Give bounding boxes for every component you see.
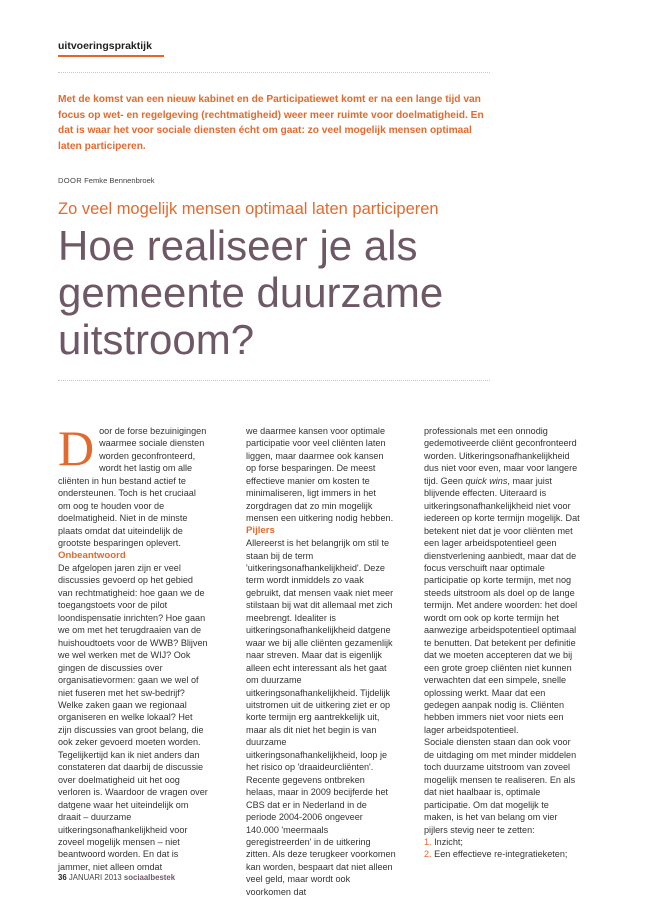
page-footer [58,873,175,882]
column-1 [58,420,208,873]
headline: Hoe realiseer je als gemeente duurzame uitstroom? [58,222,444,363]
section-underline [58,55,164,57]
issue-date: JANUARI 2013 [68,873,122,882]
section-label: uitvoeringspraktijk [58,40,152,52]
kicker: Zo veel mogelijk mensen optimaal laten participeren [58,200,439,218]
col3-p1a: professionals met een onnodig gedemotiveerde cliënt geconfronteerd worden. Uitkeringsonafhankelijkheid dus niet voor even, maar voor langere tijd. Geen [424,426,578,486]
col3-paragraph-1 [424,425,580,736]
list-text: Een effectieve re-integratieketen; [434,849,568,860]
byline-author: Femke Bennenbroek [84,176,155,185]
list-number: 1. [424,836,432,847]
col1-p1-text: oor de forse bezuinigingen waarmee sociale diensten worden geconfronteerd, wordt het lastig om alle cliënten in hun bestand actief te ondersteunen. Toch is het cruciaal om oog te houden voor de doelmatigheid. Niet in de minste plaats omdat dat uiteindelijk de grootste besparingen oplevert. [58,426,207,549]
list-text: Inzicht; [434,836,463,847]
byline-label: DOOR [58,176,82,185]
page-number: 36 [58,873,67,882]
column-3 [424,425,580,861]
col1-paragraph-1 [58,420,208,550]
col2-paragraph-2: Allereerst is het belangrijk om stil te staan bij de term 'uitkeringsonafhankelijkheid'. Deze term wordt inmiddels zo vaak gebruikt, dat mensen vaak niet meer stilstaan bij wat dit allemaal met zich meebrengt. Idealiter is uitkeringsonafhankelijkheid datgene waar we bij alle cliënten gezamenlijk naar streven. Maar dat is eigenlijk alleen echt interessant als het gaat om duurzame uitkeringsonafhankelijkheid. Tijdelijk uitstromen uit de uitkering ziet er op korte termijn erg aantrekkelijk uit, maar als dit niet het begin is van duurzame uitkeringsonafhankelijkheid, loop je het risico op 'draaideurcliënten'. Recente gegevens ontbreken helaas, maar in 2009 becijferde het CBS dat er in Nederland in de periode 2004-2006 ongeveer 140.000 'meermaals geregistreerden' in de uitkering zitten. Als deze terugkeer voorkomen kan worden, bespaart dat niet alleen veel geld, maar wordt ook voorkomen dat [246,538,396,897]
subhead-onbeantwoord: Onbeantwoord [58,549,126,561]
col3-p1b: , maar juist blijvende effecten. Uiteraard is uitkeringsonafhankelijkheid niet voor iedereen op korte termijn mogelijk. Dat betekent niet dat je voor cliënten met een lager arbeidspotentieel geen dienstverlening aanbiedt, maar dat de focus verschuift naar optimale participatie op korte termijn, met nog steeds uitstroom als doel op de lange termijn. Met andere woorden: het doel wordt om ook op korte termijn het aanwezige arbeidspotentieel optimaal te benutten. Dat betekent per definitie dat we moeten accepteren dat we bij een grote groep cliënten niet kunnen verwachten dat een simpele, snelle oplossing werkt. Maar dat een gedegen aanpak nodig is. Cliënten hebben immers niet voor niets een lager arbeidspotentieel. [424,475,580,735]
divider-top [58,72,490,73]
col2-paragraph-1: we daarmee kansen voor optimale participatie voor veel cliënten laten liggen, maar daarmee ook kansen op forse besparingen. De meest effectieve manier om kosten te minimaliseren, ligt immers in het zorgdragen dat zo min mogelijk mensen een uitkering nodig hebben. [246,426,394,524]
quick-wins: quick wins [465,475,508,486]
list-item [424,848,580,860]
list-item [424,836,580,848]
divider-headline [58,380,490,381]
magazine-name: sociaalbestek [123,873,176,882]
col3-paragraph-2: Sociale diensten staan dan ook voor de uitdaging om met minder middelen toch duurzame uitstroom van zoveel mogelijk mensen te realiseren. En als dat niet haalbaar is, optimale participatie. Om dat mogelijk te maken, is het van belang om vier pijlers stevig neer te zetten: [424,737,577,835]
column-2 [246,425,396,898]
drop-cap: D [58,420,95,476]
col1-paragraph-2: De afgelopen jaren zijn er veel discussies gevoerd op het gebied van rechtmatigheid: hoe gaan we de toegangstoets voor de pilot loondispensatie inrichten? Hoe gaan we om met het terugdraaien van de huishoudtoets voor de WWB? Blijven we wel werken met de WIJ? Ook gingen de discussies over organisatievormen: gaan we wel of niet fuseren met het sw-bedrijf? Welke zaken gaan we regionaal organiseren en welke lokaal? Het zijn discussies van groot belang, die ook zeker gevoerd moeten worden. Tegelijkertijd kan ik niet anders dan constateren dat daarbij de discussie over doelmatigheid uit het oog verloren is. Waardoor de vragen over datgene waar het uiteindelijk om draait – duurzame uitkeringsonafhankelijkheid voor zoveel mogelijk mensen – niet beantwoord worden. En dat is jammer, niet alleen omdat [58,562,208,872]
list-number: 2. [424,849,432,860]
subhead-pijlers: Pijlers [246,524,275,536]
intro-lead: Met de komst van een nieuw kabinet en de Participatiewet komt er na een lange tijd van focus op wet- en regelgeving (rechtmatigheid) weer meer ruimte voor doelmatigheid. En dat is waar het voor sociale diensten écht om gaat: zo veel mogelijk mensen optimaal laten participeren. [58,94,484,152]
byline [58,176,155,185]
